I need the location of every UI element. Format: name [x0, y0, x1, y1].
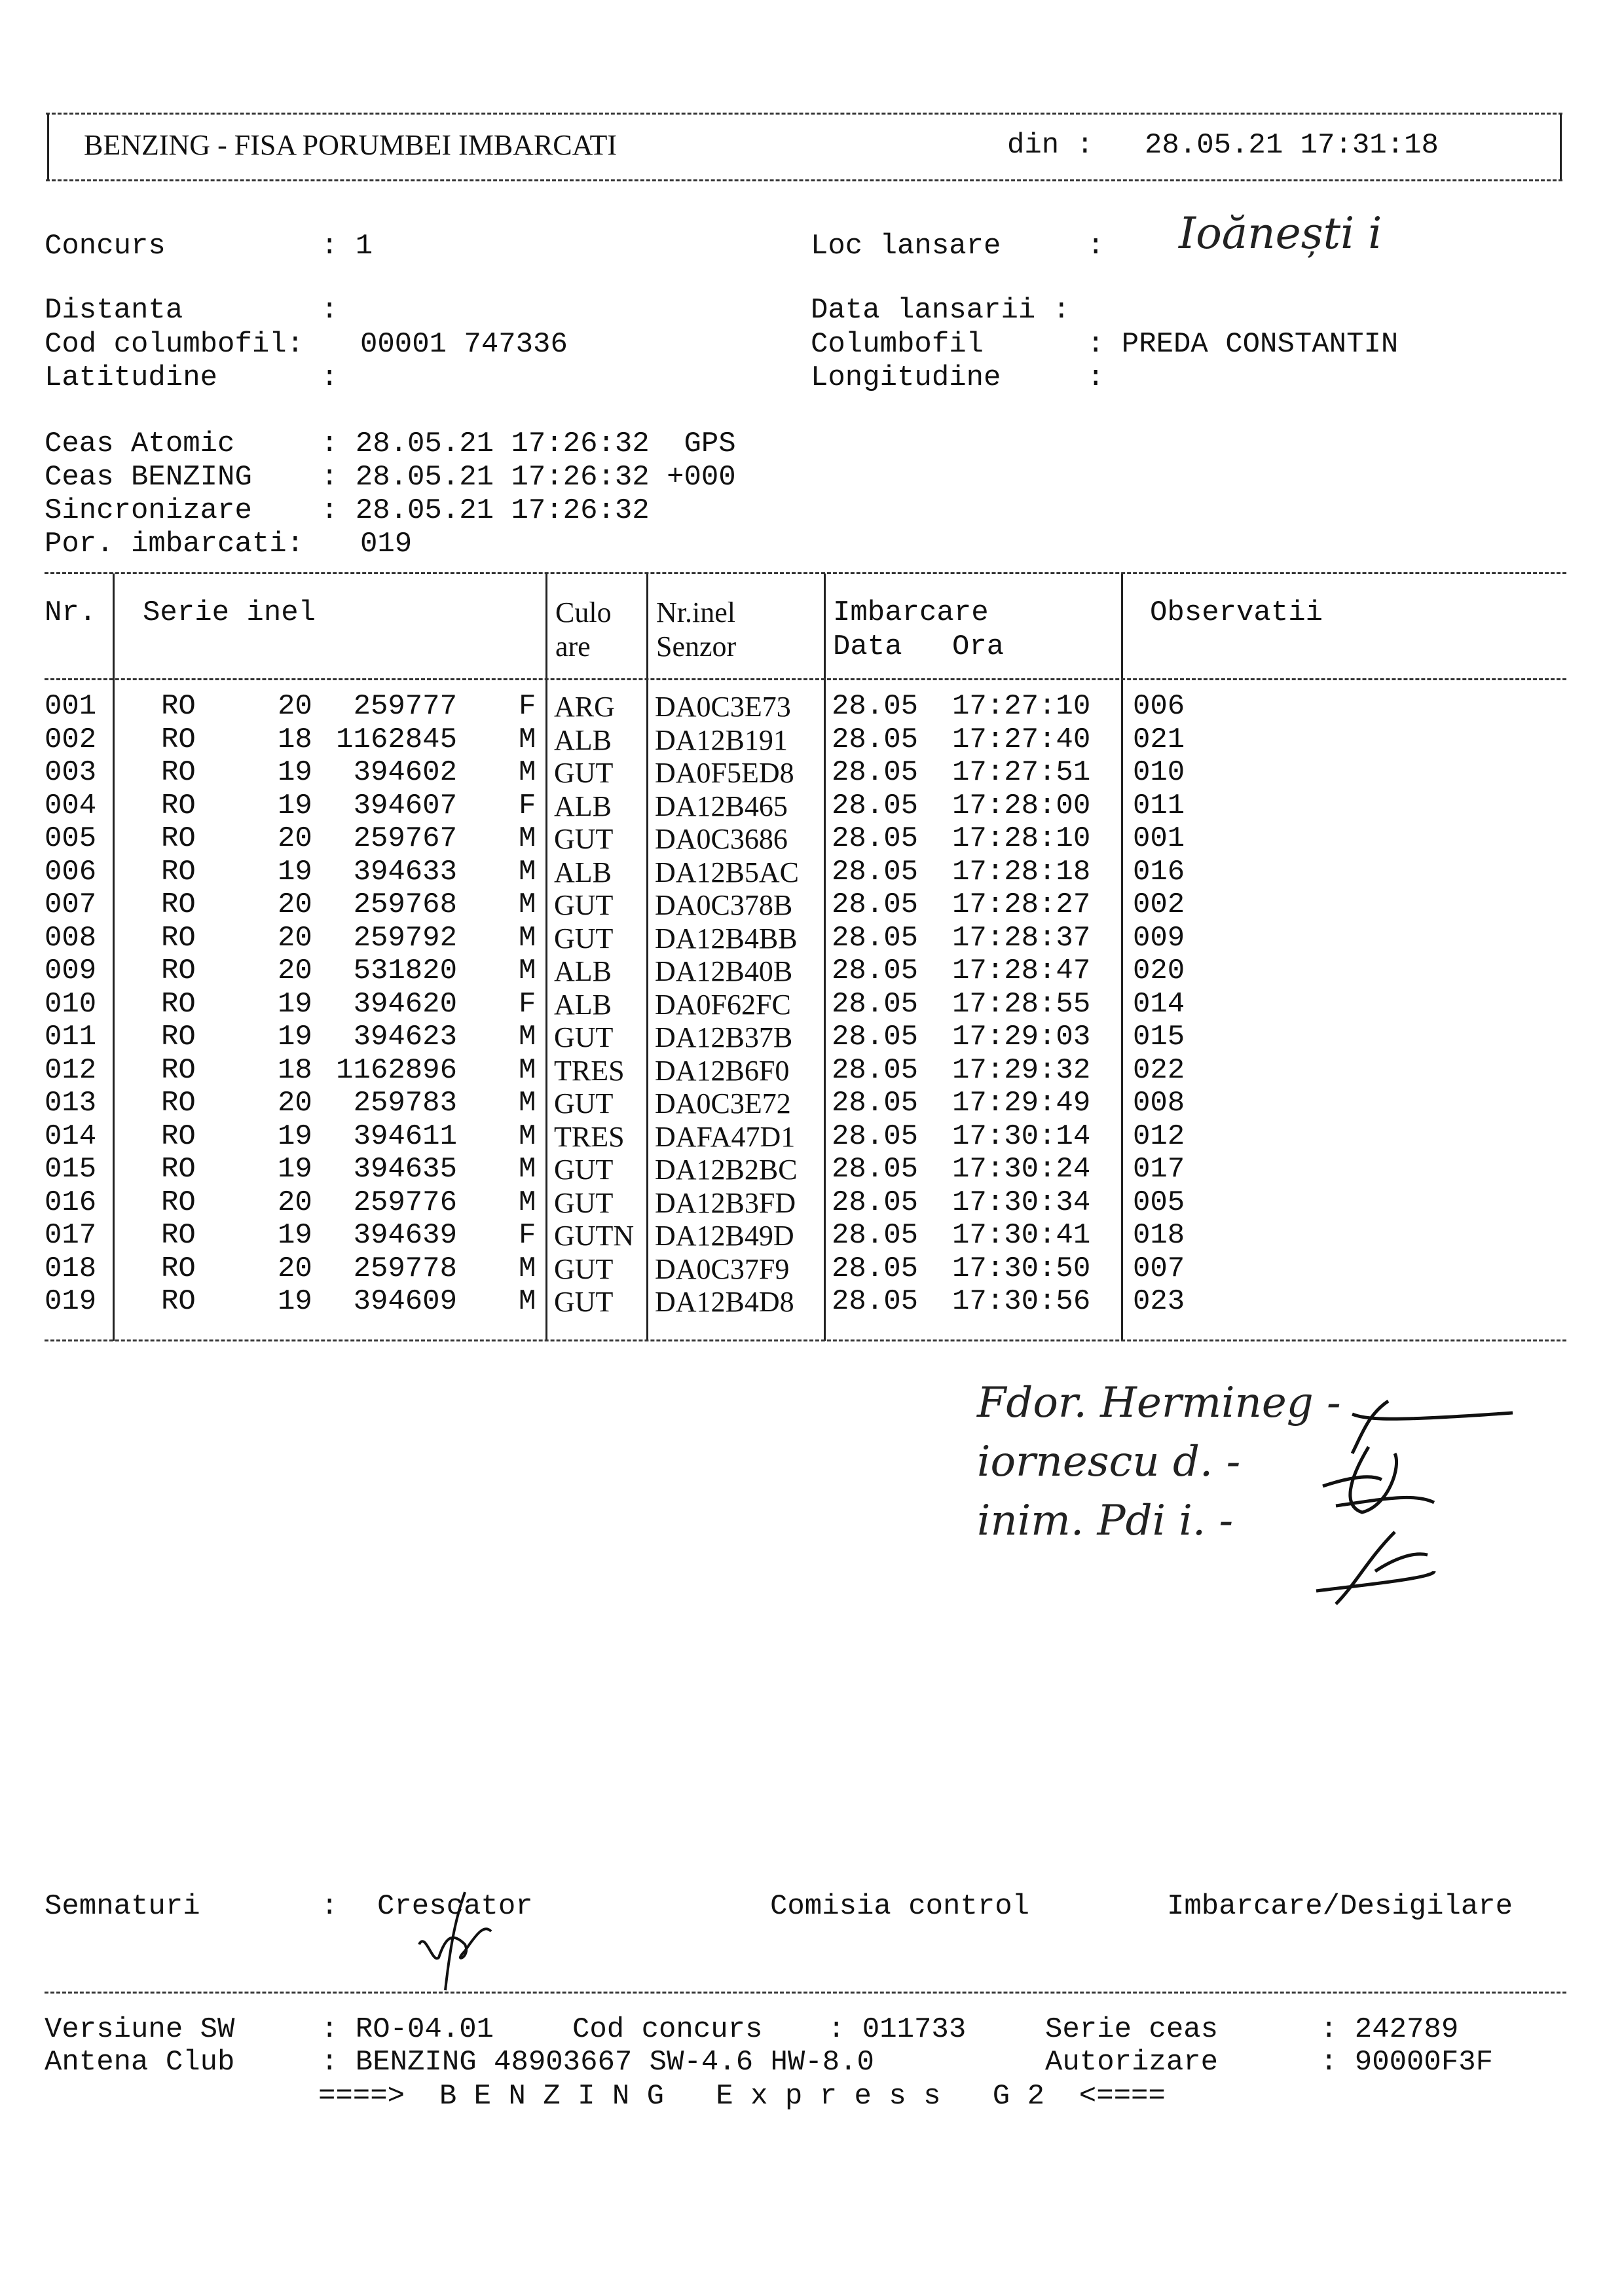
- table-row: [0, 790, 1624, 823]
- cell-senzor: DA0C3E72: [655, 1087, 791, 1120]
- cell-ora: 17:28:55: [952, 987, 1091, 1021]
- antena-value: : BENZING 48903667 SW-4.6 HW-8.0: [321, 2046, 874, 2079]
- ceas-atomic-label: Ceas Atomic: [45, 428, 235, 460]
- cell-an: 19: [278, 1219, 312, 1252]
- cell-inel: 394639: [353, 1219, 457, 1252]
- cell-data: 28.05: [832, 1087, 919, 1120]
- cell-culoare: GUT: [554, 1186, 614, 1219]
- cell-nr: 017: [45, 1219, 97, 1252]
- cell-nr: 005: [45, 822, 97, 855]
- cell-nr: 006: [45, 855, 97, 888]
- distanta-label: Distanta: [45, 294, 183, 327]
- cell-sex: M: [519, 921, 536, 955]
- cell-inel: 394611: [353, 1120, 457, 1153]
- cell-nr: 015: [45, 1153, 97, 1186]
- cell-ora: 17:28:18: [952, 855, 1091, 888]
- cell-senzor: DA12B2BC: [655, 1154, 798, 1186]
- antena-label: Antena Club: [45, 2046, 235, 2079]
- cell-inel: 531820: [353, 955, 457, 987]
- crescator-label: Crescator: [377, 1890, 533, 1923]
- table-row: [0, 922, 1624, 955]
- cell-culoare: GUT: [554, 1286, 614, 1318]
- ceas-atomic-value: : 28.05.21 17:26:32 GPS: [321, 428, 736, 460]
- cell-obs: 011: [1133, 789, 1185, 822]
- table-row: [0, 822, 1624, 856]
- loc-lansare-handwritten: Ioănești i: [1179, 208, 1382, 259]
- cell-an: 19: [278, 1285, 312, 1318]
- cell-culoare: GUT: [554, 1087, 614, 1120]
- cell-nr: 002: [45, 723, 97, 756]
- table-header-bottom: [45, 678, 1566, 680]
- versiune-label: Versiune SW: [45, 2013, 235, 2046]
- header-culoare-2: are: [555, 630, 591, 663]
- cell-culoare: GUT: [554, 922, 614, 955]
- cell-sex: F: [519, 1219, 536, 1252]
- header-culoare-1: Culo: [555, 596, 612, 629]
- cell-an: 19: [278, 789, 312, 822]
- table-row: [0, 1219, 1624, 1252]
- cell-senzor: DA0C3E73: [655, 691, 791, 723]
- header-nr-inel-1: Nr.inel: [656, 596, 735, 629]
- autorizare-label: Autorizare: [1045, 2046, 1219, 2079]
- cell-inel: 394623: [353, 1021, 457, 1053]
- cell-an: 19: [278, 855, 312, 888]
- cell-nr: 008: [45, 921, 97, 955]
- cell-tara: RO: [161, 789, 196, 822]
- cell-nr: 010: [45, 987, 97, 1021]
- ceas-benzing-value: : 28.05.21 17:26:32 +000: [321, 461, 736, 494]
- loc-lansare-label: Loc lansare: [811, 230, 1001, 263]
- cell-senzor: DA0F5ED8: [655, 757, 794, 789]
- latitudine-sep: :: [321, 361, 339, 394]
- cell-sex: M: [519, 1285, 536, 1318]
- cell-inel: 1162896: [336, 1053, 457, 1087]
- cell-ora: 17:30:56: [952, 1285, 1091, 1318]
- cell-senzor: DA0C3686: [655, 823, 788, 855]
- cell-nr: 016: [45, 1186, 97, 1219]
- cell-obs: 010: [1133, 756, 1185, 789]
- cell-senzor: DA12B5AC: [655, 856, 800, 888]
- cell-culoare: GUT: [554, 1252, 614, 1285]
- cell-inel: 394602: [353, 756, 457, 789]
- table-row: [0, 1054, 1624, 1087]
- por-imbarcati-value: 019: [360, 528, 413, 560]
- cell-ora: 17:29:03: [952, 1021, 1091, 1053]
- cell-ora: 17:30:14: [952, 1120, 1091, 1153]
- columbofil-value: : PREDA CONSTANTIN: [1087, 328, 1399, 361]
- cell-tara: RO: [161, 955, 196, 987]
- header-nr: Nr.: [45, 596, 97, 629]
- cell-nr: 011: [45, 1021, 97, 1053]
- cell-obs: 001: [1133, 822, 1185, 855]
- sincronizare-value: : 28.05.21 17:26:32: [321, 494, 650, 527]
- cell-culoare: TRES: [554, 1120, 625, 1153]
- cell-nr: 014: [45, 1120, 97, 1153]
- cell-data: 28.05: [832, 822, 919, 855]
- cell-sex: M: [519, 855, 536, 888]
- cell-sex: M: [519, 1153, 536, 1186]
- cell-nr: 001: [45, 690, 97, 723]
- cell-senzor: DA12B191: [655, 723, 788, 756]
- cell-data: 28.05: [832, 921, 919, 955]
- loc-lansare-sep: :: [1087, 230, 1105, 263]
- cod-columbofil-value: 00001 747336: [360, 328, 568, 361]
- cell-obs: 014: [1133, 987, 1185, 1021]
- cell-culoare: ALB: [554, 723, 612, 756]
- cell-an: 20: [278, 822, 312, 855]
- cell-ora: 17:28:27: [952, 888, 1091, 921]
- cell-ora: 17:30:24: [952, 1153, 1091, 1186]
- cell-tara: RO: [161, 1285, 196, 1318]
- cell-data: 28.05: [832, 723, 919, 756]
- cell-culoare: ALB: [554, 856, 612, 888]
- cell-obs: 018: [1133, 1219, 1185, 1252]
- din-value: 28.05.21 17:31:18: [1145, 129, 1439, 162]
- table-row: [0, 690, 1624, 723]
- cell-ora: 17:28:10: [952, 822, 1091, 855]
- cell-sex: M: [519, 756, 536, 789]
- cell-culoare: GUT: [554, 889, 614, 921]
- cell-tara: RO: [161, 690, 196, 723]
- semnaturi-sep: :: [321, 1890, 339, 1923]
- cell-data: 28.05: [832, 1252, 919, 1285]
- cell-culoare: GUT: [554, 823, 614, 855]
- longitudine-label: Longitudine: [811, 361, 1001, 394]
- cell-inel: 259767: [353, 822, 457, 855]
- cell-obs: 009: [1133, 921, 1185, 955]
- cod-columbofil-label: Cod columbofil:: [45, 328, 304, 361]
- table-row: [0, 1186, 1624, 1220]
- cell-ora: 17:28:47: [952, 955, 1091, 987]
- cell-senzor: DA12B37B: [655, 1021, 793, 1053]
- cell-inel: 259777: [353, 690, 457, 723]
- header-observatii: Observatii: [1150, 596, 1323, 629]
- cell-culoare: GUT: [554, 757, 614, 789]
- autorizare-value: : 90000F3F: [1320, 2046, 1494, 2079]
- cell-data: 28.05: [832, 1153, 919, 1186]
- cell-tara: RO: [161, 987, 196, 1021]
- header-top-border: [46, 113, 1562, 115]
- sincronizare-label: Sincronizare: [45, 494, 252, 527]
- header-bottom-border: [46, 179, 1562, 181]
- table-row: [0, 988, 1624, 1021]
- cell-senzor: DAFA47D1: [655, 1120, 796, 1153]
- cell-senzor: DA0F62FC: [655, 988, 791, 1021]
- cell-inel: 1162845: [336, 723, 457, 756]
- table-row: [0, 1021, 1624, 1054]
- cell-senzor: DA12B40B: [655, 955, 793, 987]
- cell-data: 28.05: [832, 1053, 919, 1087]
- benzing-banner: ====> B E N Z I N G E x p r e s s G 2 <====: [318, 2080, 1166, 2113]
- cell-an: 20: [278, 690, 312, 723]
- cell-data: 28.05: [832, 690, 919, 723]
- cod-concurs-value: : 011733: [828, 2013, 967, 2046]
- cell-tara: RO: [161, 756, 196, 789]
- header-imbarcare: Imbarcare: [833, 596, 989, 629]
- cell-sex: M: [519, 888, 536, 921]
- cell-senzor: DA12B6F0: [655, 1054, 790, 1087]
- cell-ora: 17:28:37: [952, 921, 1091, 955]
- cell-culoare: ALB: [554, 790, 612, 822]
- cell-tara: RO: [161, 723, 196, 756]
- cell-culoare: ALB: [554, 988, 612, 1021]
- din-label: din :: [1007, 129, 1094, 162]
- cell-sex: F: [519, 690, 536, 723]
- cell-culoare: ALB: [554, 955, 612, 987]
- cell-obs: 020: [1133, 955, 1185, 987]
- cell-culoare: GUT: [554, 1021, 614, 1053]
- cell-inel: 394633: [353, 855, 457, 888]
- handwritten-note-3: inim. Pdi i. -: [977, 1497, 1234, 1545]
- cell-obs: 016: [1133, 855, 1185, 888]
- cell-data: 28.05: [832, 756, 919, 789]
- cell-tara: RO: [161, 1021, 196, 1053]
- page-title: BENZING - FISA PORUMBEI IMBARCATI: [84, 129, 618, 161]
- cell-obs: 017: [1133, 1153, 1185, 1186]
- cell-obs: 015: [1133, 1021, 1185, 1053]
- concurs-label: Concurs: [45, 230, 166, 263]
- cell-nr: 003: [45, 756, 97, 789]
- cell-an: 20: [278, 955, 312, 987]
- cell-tara: RO: [161, 1053, 196, 1087]
- cell-senzor: DA12B4BB: [655, 922, 798, 955]
- cell-tara: RO: [161, 1120, 196, 1153]
- cell-senzor: DA12B4D8: [655, 1286, 794, 1318]
- distanta-sep: :: [321, 294, 339, 327]
- cell-nr: 019: [45, 1285, 97, 1318]
- cell-culoare: ARG: [554, 691, 615, 723]
- cell-inel: 394609: [353, 1285, 457, 1318]
- cell-nr: 007: [45, 888, 97, 921]
- longitudine-sep: :: [1087, 361, 1105, 394]
- serie-ceas-label: Serie ceas: [1045, 2013, 1219, 2046]
- header-right-border: [1560, 114, 1562, 179]
- cell-sex: M: [519, 1087, 536, 1120]
- table-row: [0, 955, 1624, 988]
- cell-inel: 259783: [353, 1087, 457, 1120]
- cell-data: 28.05: [832, 855, 919, 888]
- cell-sex: M: [519, 1186, 536, 1219]
- cell-an: 20: [278, 888, 312, 921]
- cell-sex: M: [519, 1053, 536, 1087]
- cell-nr: 018: [45, 1252, 97, 1285]
- cell-senzor: DA0C37F9: [655, 1252, 790, 1285]
- cell-sex: F: [519, 987, 536, 1021]
- cell-data: 28.05: [832, 1021, 919, 1053]
- columbofil-label: Columbofil: [811, 328, 984, 361]
- table-row: [0, 1087, 1624, 1120]
- header-left-border: [47, 114, 49, 179]
- table-top-border: [45, 572, 1566, 574]
- cell-tara: RO: [161, 1186, 196, 1219]
- header-serie-inel: Serie inel: [143, 596, 316, 629]
- cell-obs: 007: [1133, 1252, 1185, 1285]
- table-row: [0, 1285, 1624, 1319]
- table-row: [0, 856, 1624, 889]
- table-row: [0, 1252, 1624, 1286]
- cell-nr: 012: [45, 1053, 97, 1087]
- table-row: [0, 1120, 1624, 1154]
- cell-senzor: DA0C378B: [655, 889, 793, 921]
- cell-tara: RO: [161, 921, 196, 955]
- comisia-label: Comisia control: [770, 1890, 1030, 1923]
- cell-ora: 17:28:00: [952, 789, 1091, 822]
- cell-culoare: TRES: [554, 1054, 625, 1087]
- cell-inel: 394620: [353, 987, 457, 1021]
- cell-data: 28.05: [832, 1219, 919, 1252]
- cell-an: 18: [278, 1053, 312, 1087]
- cell-data: 28.05: [832, 1186, 919, 1219]
- semnaturi-label: Semnaturi: [45, 1890, 200, 1923]
- crescator-signature-icon: [393, 1886, 524, 1997]
- cell-ora: 17:27:40: [952, 723, 1091, 756]
- table-row: [0, 756, 1624, 790]
- cell-nr: 004: [45, 789, 97, 822]
- ceas-benzing-label: Ceas BENZING: [45, 461, 252, 494]
- data-lansarii-label: Data lansarii :: [811, 294, 1071, 327]
- cell-tara: RO: [161, 888, 196, 921]
- header-ora: Ora: [952, 630, 1005, 663]
- cell-inel: 259776: [353, 1186, 457, 1219]
- cell-culoare: GUTN: [554, 1220, 635, 1252]
- cell-data: 28.05: [832, 987, 919, 1021]
- cell-an: 20: [278, 1252, 312, 1285]
- handwritten-note-2: iornescu d. -: [977, 1438, 1241, 1486]
- cell-ora: 17:30:41: [952, 1219, 1091, 1252]
- cell-sex: M: [519, 1120, 536, 1153]
- cell-obs: 008: [1133, 1087, 1185, 1120]
- footer-separator: [45, 1992, 1566, 1994]
- cell-obs: 002: [1133, 888, 1185, 921]
- latitudine-label: Latitudine: [45, 361, 218, 394]
- handwritten-note-1: Fdor. Hermineg -: [977, 1379, 1341, 1427]
- cell-inel: 259768: [353, 888, 457, 921]
- cell-ora: 17:29:49: [952, 1087, 1091, 1120]
- cell-data: 28.05: [832, 789, 919, 822]
- versiune-value: : RO-04.01: [321, 2013, 494, 2046]
- cod-concurs-label: Cod concurs: [572, 2013, 763, 2046]
- cell-inel: 394635: [353, 1153, 457, 1186]
- cell-senzor: DA12B465: [655, 790, 788, 822]
- cell-ora: 17:27:51: [952, 756, 1091, 789]
- cell-obs: 012: [1133, 1120, 1185, 1153]
- cell-obs: 022: [1133, 1053, 1185, 1087]
- cell-tara: RO: [161, 1252, 196, 1285]
- cell-an: 19: [278, 987, 312, 1021]
- cell-senzor: DA12B49D: [655, 1220, 794, 1252]
- cell-tara: RO: [161, 822, 196, 855]
- cell-sex: M: [519, 955, 536, 987]
- cell-ora: 17:30:34: [952, 1186, 1091, 1219]
- table-row: [0, 888, 1624, 922]
- imbarcare-label: Imbarcare/Desigilare: [1167, 1890, 1513, 1923]
- cell-an: 19: [278, 756, 312, 789]
- concurs-value: : 1: [321, 230, 373, 263]
- table-bottom-border: [45, 1339, 1566, 1341]
- handwritten-signatures-icon: [1238, 1375, 1539, 1624]
- serie-ceas-value: : 242789: [1320, 2013, 1459, 2046]
- cell-senzor: DA12B3FD: [655, 1186, 796, 1219]
- cell-obs: 005: [1133, 1186, 1185, 1219]
- cell-an: 20: [278, 921, 312, 955]
- cell-an: 20: [278, 1186, 312, 1219]
- cell-inel: 259792: [353, 921, 457, 955]
- cell-sex: M: [519, 723, 536, 756]
- cell-an: 20: [278, 1087, 312, 1120]
- cell-obs: 021: [1133, 723, 1185, 756]
- cell-an: 19: [278, 1153, 312, 1186]
- cell-tara: RO: [161, 1087, 196, 1120]
- cell-an: 19: [278, 1021, 312, 1053]
- cell-sex: M: [519, 1252, 536, 1285]
- table-row: [0, 723, 1624, 757]
- cell-data: 28.05: [832, 1120, 919, 1153]
- cell-culoare: GUT: [554, 1154, 614, 1186]
- cell-sex: F: [519, 789, 536, 822]
- table-row: [0, 1153, 1624, 1186]
- cell-an: 19: [278, 1120, 312, 1153]
- por-imbarcati-label: Por. imbarcati:: [45, 528, 304, 560]
- cell-ora: 17:27:10: [952, 690, 1091, 723]
- header-nr-inel-2: Senzor: [656, 630, 737, 663]
- cell-tara: RO: [161, 1153, 196, 1186]
- header-data: Data: [833, 630, 902, 663]
- cell-sex: M: [519, 822, 536, 855]
- cell-inel: 394607: [353, 789, 457, 822]
- cell-data: 28.05: [832, 955, 919, 987]
- cell-data: 28.05: [832, 1285, 919, 1318]
- cell-sex: M: [519, 1021, 536, 1053]
- cell-nr: 013: [45, 1087, 97, 1120]
- cell-obs: 006: [1133, 690, 1185, 723]
- cell-an: 18: [278, 723, 312, 756]
- cell-tara: RO: [161, 1219, 196, 1252]
- cell-nr: 009: [45, 955, 97, 987]
- cell-inel: 259778: [353, 1252, 457, 1285]
- cell-tara: RO: [161, 855, 196, 888]
- cell-ora: 17:29:32: [952, 1053, 1091, 1087]
- cell-ora: 17:30:50: [952, 1252, 1091, 1285]
- cell-obs: 023: [1133, 1285, 1185, 1318]
- cell-data: 28.05: [832, 888, 919, 921]
